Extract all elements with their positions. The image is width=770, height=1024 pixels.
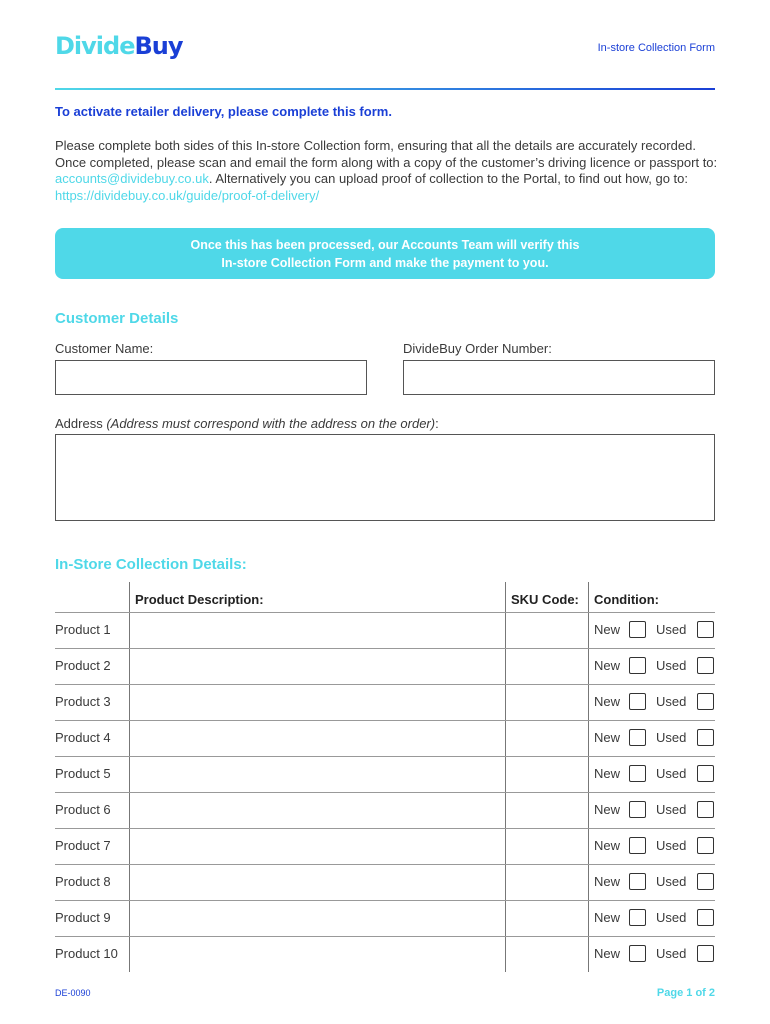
sku-code-cell[interactable] (506, 613, 588, 648)
new-label: New (594, 838, 621, 853)
sku-code-cell[interactable] (506, 721, 588, 756)
info-banner: Once this has been processed, our Accounts Team will verify this In-store Collection Form and make the payment to you. (55, 228, 715, 279)
product-description-cell[interactable] (130, 937, 505, 972)
sku-code-header: SKU Code: (511, 592, 579, 607)
new-label: New (594, 910, 621, 925)
sku-code-cell[interactable] (506, 685, 588, 720)
product-row-label: Product 3 (55, 694, 111, 709)
product-row-label: Product 8 (55, 874, 111, 889)
product-description-cell[interactable] (130, 649, 505, 684)
address-label: Address (Address must correspond with the address on the order): (55, 416, 439, 431)
sku-code-cell[interactable] (506, 937, 588, 972)
address-field[interactable] (55, 434, 715, 521)
new-checkbox[interactable] (629, 729, 646, 746)
used-label: Used (656, 694, 687, 709)
used-label: Used (656, 838, 687, 853)
new-label: New (594, 730, 621, 745)
used-checkbox[interactable] (697, 909, 714, 926)
product-description-cell[interactable] (130, 865, 505, 900)
used-label: Used (656, 658, 687, 673)
order-number-field[interactable] (403, 360, 715, 395)
new-label: New (594, 622, 621, 637)
used-checkbox[interactable] (697, 693, 714, 710)
customer-name-label: Customer Name: (55, 341, 154, 356)
used-label: Used (656, 766, 687, 781)
sku-code-cell[interactable] (506, 829, 588, 864)
used-checkbox[interactable] (697, 621, 714, 638)
used-label: Used (656, 802, 687, 817)
proof-of-delivery-link[interactable]: https://dividebuy.co.uk/guide/proof-of-delivery/ (55, 187, 320, 203)
product-row-label: Product 4 (55, 730, 111, 745)
used-label: Used (656, 730, 687, 745)
dividebuy-logo: DivideBuy (55, 32, 183, 60)
used-label: Used (656, 622, 687, 637)
customer-name-field[interactable] (55, 360, 367, 395)
new-checkbox[interactable] (629, 657, 646, 674)
sku-code-cell[interactable] (506, 901, 588, 936)
product-row-label: Product 5 (55, 766, 111, 781)
sku-code-cell[interactable] (506, 649, 588, 684)
product-row-label: Product 10 (55, 946, 118, 961)
used-checkbox[interactable] (697, 945, 714, 962)
new-label: New (594, 874, 621, 889)
product-row-label: Product 9 (55, 910, 111, 925)
customer-details-title: Customer Details (55, 310, 179, 327)
used-label: Used (656, 946, 687, 961)
product-row-label: Product 2 (55, 658, 111, 673)
column-divider (588, 582, 589, 972)
used-checkbox[interactable] (697, 837, 714, 854)
product-row-label: Product 1 (55, 622, 111, 637)
document-code: DE-0090 (55, 988, 91, 998)
order-number-label: DivideBuy Order Number: (403, 341, 552, 356)
intro-paragraph: Please complete both sides of this In-store Collection form, ensuring that all the details are accurately recorded. Once completed, please scan and email the form along with a copy of the customer’s driving licence or passport to: accounts@dividebuy.co.uk. Alternatively you can upload proof of collection to the Portal, to find out how, go to: https://dividebuy.co.uk/guide/proof-of-delivery/ (55, 138, 718, 203)
used-checkbox[interactable] (697, 873, 714, 890)
new-label: New (594, 802, 621, 817)
used-checkbox[interactable] (697, 729, 714, 746)
new-checkbox[interactable] (629, 765, 646, 782)
product-description-cell[interactable] (130, 613, 505, 648)
new-label: New (594, 658, 621, 673)
header-divider (55, 88, 715, 90)
new-label: New (594, 694, 621, 709)
new-checkbox[interactable] (629, 621, 646, 638)
product-description-header: Product Description: (135, 592, 264, 607)
condition-header: Condition: (594, 592, 659, 607)
used-label: Used (656, 874, 687, 889)
new-checkbox[interactable] (629, 837, 646, 854)
form-title: In-store Collection Form (597, 42, 715, 54)
sku-code-cell[interactable] (506, 757, 588, 792)
used-label: Used (656, 910, 687, 925)
page-number: Page 1 of 2 (656, 987, 715, 999)
used-checkbox[interactable] (697, 657, 714, 674)
product-description-cell[interactable] (130, 793, 505, 828)
product-description-cell[interactable] (130, 901, 505, 936)
product-description-cell[interactable] (130, 685, 505, 720)
sku-code-cell[interactable] (506, 793, 588, 828)
used-checkbox[interactable] (697, 765, 714, 782)
intro-heading: To activate retailer delivery, please complete this form. (55, 104, 392, 119)
accounts-email-link[interactable]: accounts@dividebuy.co.uk (55, 171, 209, 186)
product-description-cell[interactable] (130, 829, 505, 864)
product-description-cell[interactable] (130, 757, 505, 792)
product-description-cell[interactable] (130, 721, 505, 756)
new-checkbox[interactable] (629, 693, 646, 710)
new-checkbox[interactable] (629, 909, 646, 926)
new-checkbox[interactable] (629, 801, 646, 818)
new-checkbox[interactable] (629, 945, 646, 962)
sku-code-cell[interactable] (506, 865, 588, 900)
collection-details-title: In-Store Collection Details: (55, 556, 247, 573)
used-checkbox[interactable] (697, 801, 714, 818)
product-row-label: Product 7 (55, 838, 111, 853)
new-label: New (594, 766, 621, 781)
product-row-label: Product 6 (55, 802, 111, 817)
new-label: New (594, 946, 621, 961)
new-checkbox[interactable] (629, 873, 646, 890)
